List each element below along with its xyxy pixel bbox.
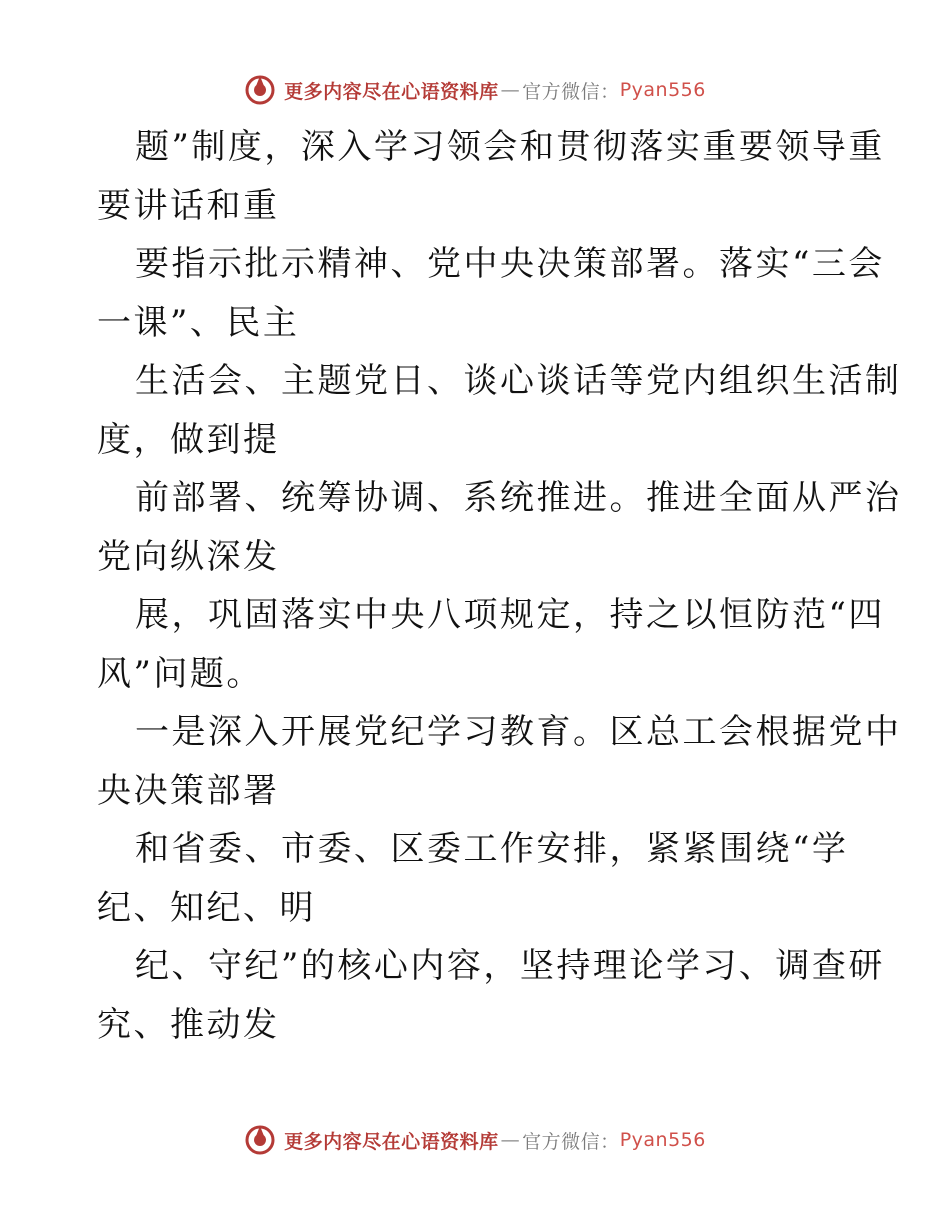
paragraph-line: 纪、守纪”的核心内容，坚持理论学习、调查研 (135, 946, 885, 986)
paragraph-7 (97, 820, 857, 937)
watermark-text (284, 77, 706, 104)
watermark-id: Pyan556 (619, 1129, 706, 1151)
paragraph-4 (97, 469, 902, 586)
paragraph-line: 一是深入开展党纪学习教育。区总工会根据党中 (135, 712, 902, 752)
paragraph-line: 究、推动发 (97, 1004, 280, 1045)
paragraph-line: 和省委、市委、区委工作安排，紧紧围绕“学 (135, 829, 849, 869)
logo-icon (244, 1124, 276, 1156)
paragraph-line: 一课”、民主 (97, 302, 300, 343)
watermark-label: 官方微信： (522, 80, 620, 103)
watermark-brand: 更多内容尽在心语资料库 (284, 80, 499, 103)
paragraph-3 (97, 352, 902, 469)
paragraph-line: 前部署、统筹协调、系统推进。推进全面从严治 (135, 478, 902, 518)
watermark-brand: 更多内容尽在心语资料库 (284, 1130, 499, 1153)
paragraph-5 (97, 586, 885, 703)
watermark-dash: — (500, 79, 521, 101)
document-body (97, 118, 902, 1054)
header-watermark (0, 70, 950, 110)
watermark-text (284, 1127, 706, 1154)
watermark-label: 官方微信： (522, 1130, 620, 1153)
watermark-dash: — (500, 1129, 521, 1151)
logo-icon (244, 74, 276, 106)
paragraph-1 (97, 118, 885, 235)
footer-watermark (0, 1120, 950, 1160)
paragraph-line: 展，巩固落实中央八项规定，持之以恒防范“四 (135, 595, 885, 635)
watermark-id: Pyan556 (619, 79, 706, 101)
paragraph-line: 生活会、主题党日、谈心谈话等党内组织生活制 (135, 361, 902, 401)
paragraph-6 (97, 703, 902, 820)
paragraph-line: 央决策部署 (97, 770, 280, 811)
paragraph-line: 风”问题。 (97, 653, 263, 694)
paragraph-line: 纪、知纪、明 (97, 887, 316, 928)
paragraph-line: 要指示批示精神、党中央决策部署。落实“三会 (135, 244, 885, 284)
paragraph-8 (97, 937, 885, 1054)
paragraph-line: 度，做到提 (97, 419, 280, 460)
paragraph-line: 要讲话和重 (97, 185, 280, 226)
paragraph-2 (97, 235, 885, 352)
paragraph-line: 党向纵深发 (97, 536, 280, 577)
paragraph-line: 题”制度，深入学习领会和贯彻落实重要领导重 (135, 127, 885, 167)
